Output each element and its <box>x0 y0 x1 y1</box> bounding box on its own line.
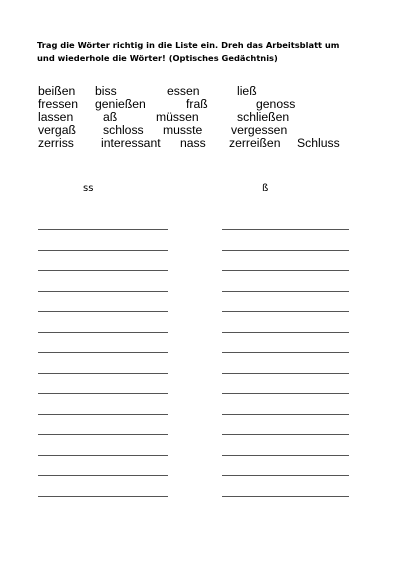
instruction-line-2: und wiederhole die Wörter! (Optisches Gedächtnis) <box>37 53 278 63</box>
word: interessant <box>101 136 161 150</box>
answer-line[interactable] <box>222 434 349 435</box>
answer-line[interactable] <box>38 270 168 271</box>
answer-line[interactable] <box>222 229 349 230</box>
instruction <box>37 39 367 65</box>
answer-line[interactable] <box>222 291 349 292</box>
word: müssen <box>156 110 199 124</box>
word: nass <box>180 136 206 150</box>
answer-line[interactable] <box>222 455 349 456</box>
answer-line[interactable] <box>38 414 168 415</box>
instruction-line-1: Trag die Wörter richtig in die Liste ein. Dreh das Arbeitsblatt um <box>37 40 340 50</box>
answer-line[interactable] <box>38 393 168 394</box>
answer-line[interactable] <box>222 311 349 312</box>
answer-line[interactable] <box>38 434 168 435</box>
answer-line[interactable] <box>222 250 349 251</box>
answer-line[interactable] <box>222 393 349 394</box>
word: essen <box>167 84 200 98</box>
word: beißen <box>38 84 76 98</box>
answer-line[interactable] <box>222 332 349 333</box>
answer-line[interactable] <box>38 455 168 456</box>
answer-line[interactable] <box>38 291 168 292</box>
answer-line[interactable] <box>38 332 168 333</box>
answer-line[interactable] <box>38 352 168 353</box>
answer-line[interactable] <box>38 475 168 476</box>
word: ließ <box>237 84 257 98</box>
word: Schluss <box>297 136 340 150</box>
answer-line[interactable] <box>38 250 168 251</box>
heading-ss: ss <box>83 183 94 194</box>
answer-line[interactable] <box>38 373 168 374</box>
word: schloss <box>103 123 144 137</box>
answer-line[interactable] <box>222 496 349 497</box>
word: fressen <box>38 97 78 111</box>
answer-line[interactable] <box>222 414 349 415</box>
answer-line[interactable] <box>222 270 349 271</box>
word: vergessen <box>231 123 288 137</box>
word: vergaß <box>38 123 76 137</box>
word: lassen <box>38 110 74 124</box>
word: musste <box>163 123 203 137</box>
word: aß <box>103 110 118 124</box>
word: zerriss <box>38 136 74 150</box>
word: genoss <box>256 97 296 111</box>
answer-line[interactable] <box>222 352 349 353</box>
answer-line[interactable] <box>38 496 168 497</box>
word: schließen <box>237 110 290 124</box>
heading-sz: ß <box>262 183 269 194</box>
answer-line[interactable] <box>222 373 349 374</box>
word: genießen <box>95 97 146 111</box>
word: biss <box>95 84 117 98</box>
word: zerreißen <box>229 136 281 150</box>
word: fraß <box>186 97 208 111</box>
answer-line[interactable] <box>222 475 349 476</box>
answer-line[interactable] <box>38 229 168 230</box>
answer-line[interactable] <box>38 311 168 312</box>
